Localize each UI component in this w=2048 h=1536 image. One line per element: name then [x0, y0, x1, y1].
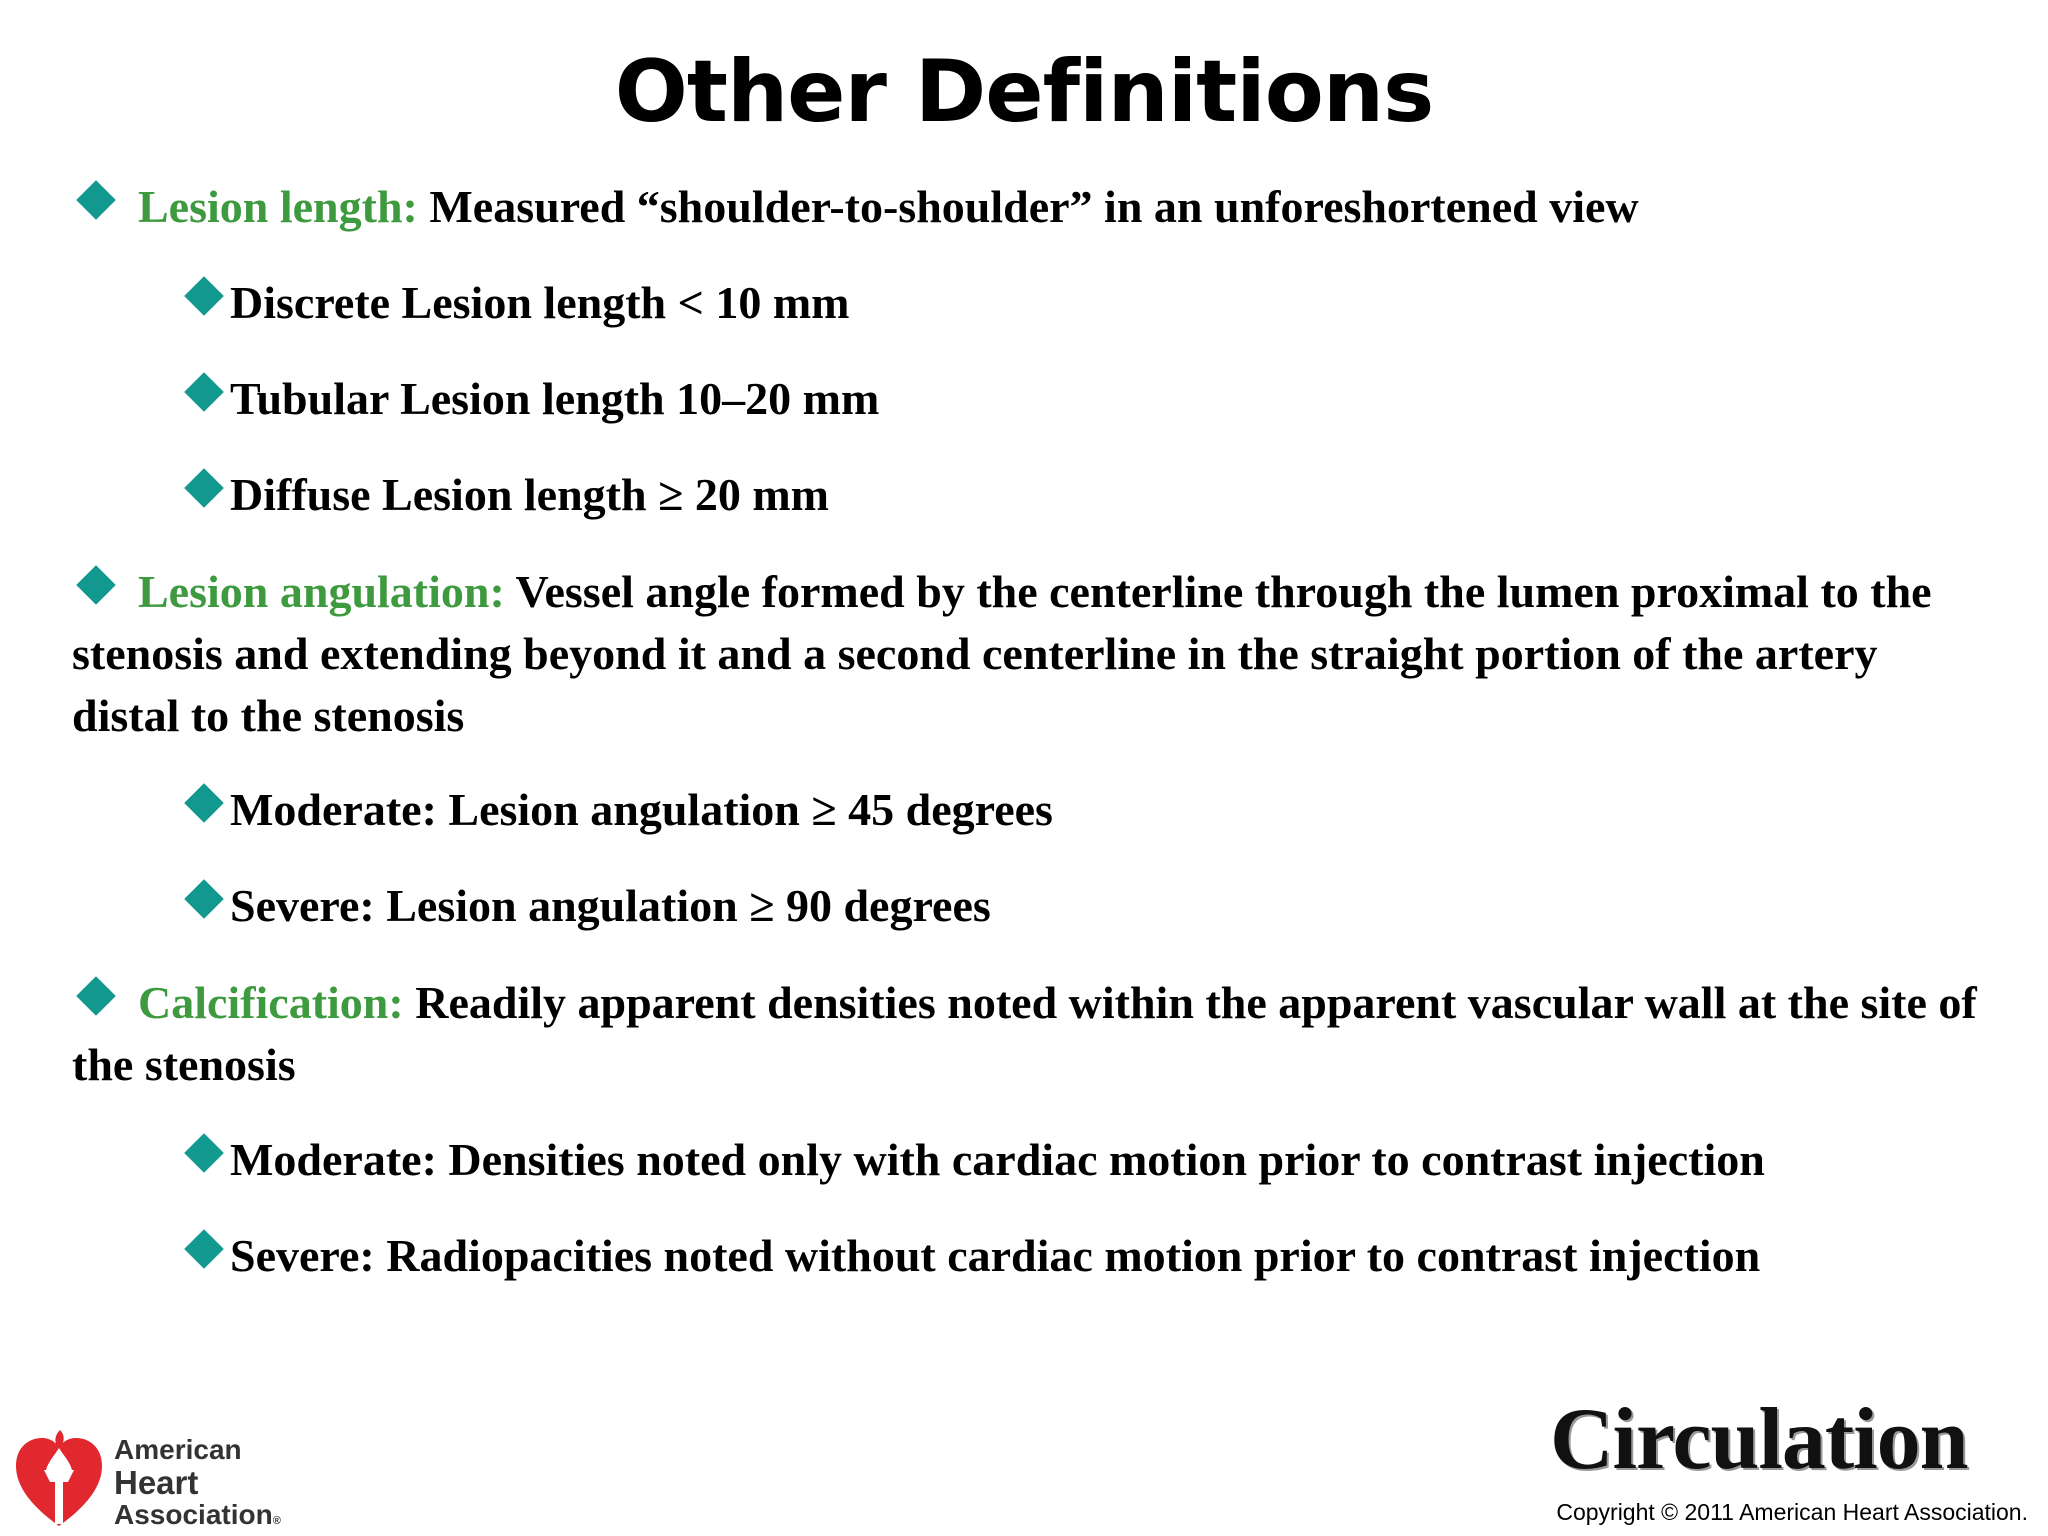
bullet-text: Readily apparent densities noted within the apparent vascular wall at the site of the stenosis	[72, 977, 1977, 1090]
bullet-term: Lesion angulation:	[138, 566, 505, 617]
sub-bullet	[180, 875, 991, 937]
sub-bullet	[180, 464, 829, 526]
bullet-text: Vessel angle formed by the centerline through the lumen proximal to the stenosis and extending beyond it and a second centerline in the straight portion of the artery distal to the stenosis	[72, 566, 1932, 741]
diamond-bullet-icon	[184, 879, 224, 919]
sub-bullet-text: Moderate: Lesion angulation ≥ 45 degrees	[230, 784, 1053, 835]
bullet-term: Calcification:	[138, 977, 404, 1028]
sub-bullet	[180, 779, 1053, 841]
sub-bullet-text: Severe: Lesion angulation ≥ 90 degrees	[230, 880, 991, 931]
aha-wordmark-line: American	[114, 1434, 242, 1465]
diamond-bullet-icon	[76, 565, 116, 605]
diamond-bullet-icon	[184, 276, 224, 316]
sub-bullet-text: Severe: Radiopacities noted without cardiac motion prior to contrast injection	[230, 1230, 1761, 1281]
copyright-notice: Copyright © 2011 American Heart Association.	[1556, 1499, 2028, 1525]
diamond-bullet-icon	[184, 372, 224, 412]
heart-torch-icon	[14, 1426, 104, 1530]
bullet-calcification	[72, 972, 1992, 1096]
bullet-lesion-angulation	[72, 561, 1992, 747]
aha-wordmark-line: Heart	[114, 1464, 199, 1501]
diamond-bullet-icon	[76, 180, 116, 220]
bullet-term: Lesion length:	[138, 181, 418, 232]
sub-bullet-text: Diffuse Lesion length ≥ 20 mm	[230, 469, 829, 520]
sub-bullet-text: Moderate: Densities noted only with cardiac motion prior to contrast injection	[230, 1134, 1765, 1185]
slide-title: Other Definitions	[614, 42, 1434, 142]
aha-wordmark	[114, 1436, 281, 1529]
diamond-bullet-icon	[184, 783, 224, 823]
diamond-bullet-icon	[184, 1229, 224, 1269]
bullet-text: Measured “shoulder-to-shoulder” in an unforeshortened view	[429, 181, 1639, 232]
sub-bullet	[180, 368, 879, 430]
aha-wordmark-line: Association	[114, 1499, 273, 1530]
bullet-lesion-length	[72, 176, 1992, 238]
sub-bullet	[180, 1129, 1765, 1191]
sub-bullet-text: Discrete Lesion length < 10 mm	[230, 277, 850, 328]
diamond-bullet-icon	[184, 468, 224, 508]
aha-logo	[14, 1420, 294, 1532]
registered-mark: ®	[272, 1515, 281, 1527]
diamond-bullet-icon	[184, 1133, 224, 1173]
journal-wordmark: Circulation	[1550, 1391, 1968, 1488]
diamond-bullet-icon	[76, 976, 116, 1016]
sub-bullet	[180, 272, 849, 334]
sub-bullet-text: Tubular Lesion length 10–20 mm	[230, 373, 880, 424]
sub-bullet	[180, 1225, 1760, 1287]
